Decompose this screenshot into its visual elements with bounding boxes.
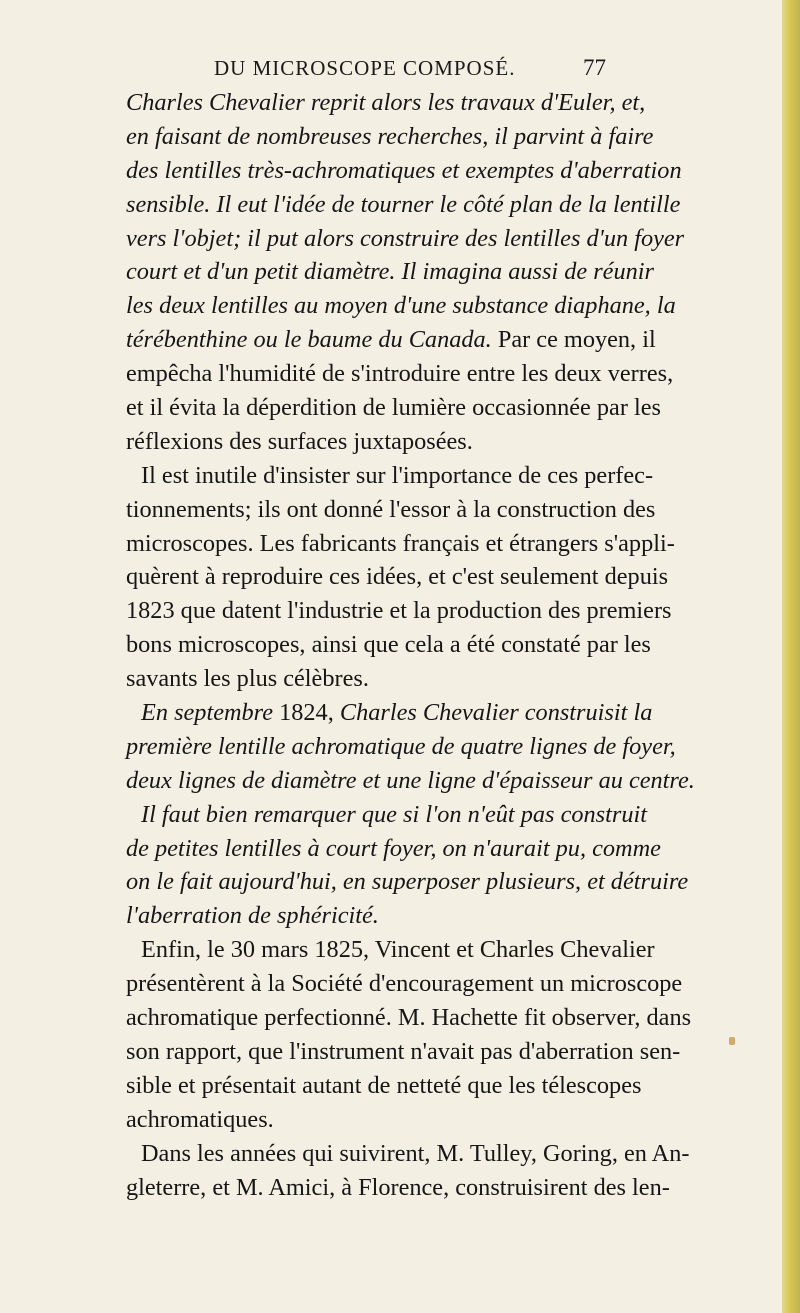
- text-line: première lentille achromatique de quatre lignes de foyer,: [126, 732, 676, 760]
- text-line: court et d'un petit diamètre. Il imagina aussi de réunir: [126, 258, 654, 286]
- text-line: on le fait aujourd'hui, en superposer plusieurs, et détruire: [126, 868, 689, 896]
- text-line: Dans les années qui suivirent, M. Tulley, Goring, en An-: [141, 1139, 690, 1167]
- text-line: 1823 que datent l'industrie et la production des premiers: [126, 597, 672, 625]
- running-title: DU MICROSCOPE COMPOSÉ.: [214, 56, 516, 80]
- text-line: Charles Chevalier reprit alors les travaux d'Euler, et,: [126, 89, 646, 116]
- roman-text-segment: 1824,: [279, 699, 334, 727]
- text-line: Il est inutile d'insister sur l'importance de ces perfec-: [141, 461, 654, 489]
- text-line: son rapport, que l'instrument n'avait pas d'aberration sen-: [126, 1037, 681, 1065]
- text-line: présentèrent à la Société d'encouragement un microscope: [126, 970, 683, 998]
- text-line: réflexions des surfaces juxtaposées.: [126, 427, 473, 455]
- text-line: vers l'objet; il put alors construire des lentilles d'un foyer: [126, 224, 685, 252]
- text-line: deux lignes de diamètre et une ligne d'épaisseur au centre.: [126, 766, 695, 794]
- italic-text-segment: Charles Chevalier construisit la: [339, 699, 653, 727]
- text-line: sensible. Il eut l'idée de tourner le côté plan de la lentille: [126, 190, 681, 218]
- text-line: gleterre, et M. Amici, à Florence, construisirent des len-: [126, 1173, 670, 1201]
- text-line: empêcha l'humidité de s'introduire entre les deux verres,: [126, 360, 674, 388]
- text-line: sible et présentait autant de netteté que les télescopes: [126, 1071, 642, 1099]
- body-text: [126, 86, 695, 1256]
- text-line: des lentilles très-achromatiques et exemptes d'aberration: [126, 156, 682, 184]
- text-line: achromatique perfectionné. M. Hachette fit observer, dans: [126, 1004, 692, 1032]
- text-line: Il faut bien remarquer que si l'on n'eût pas construit: [141, 800, 647, 828]
- italic-text-segment: térébenthine ou le baume du Canada.: [126, 326, 492, 354]
- text-line: savants les plus célèbres.: [126, 665, 369, 693]
- roman-text-segment: Par ce moyen, il: [497, 326, 656, 354]
- text-line: les deux lentilles au moyen d'une substance diaphane, la: [126, 292, 676, 320]
- text-line: quèrent à reproduire ces idées, et c'est seulement depuis: [126, 563, 669, 591]
- text-line: et il évita la déperdition de lumière occasionnée par les: [126, 394, 661, 422]
- text-line: achromatiques.: [126, 1105, 274, 1133]
- text-line: microscopes. Les fabricants français et étrangers s'appli-: [126, 529, 675, 557]
- text-line: de petites lentilles à court foyer, on n'aurait pu, comme: [126, 834, 661, 862]
- text-line: [126, 696, 653, 730]
- paper-speck: [729, 1037, 735, 1045]
- page-edge-shadow: [782, 0, 800, 1313]
- text-line: en faisant de nombreuses recherches, il parvint à faire: [126, 122, 654, 150]
- text-line: bons microscopes, ainsi que cela a été constaté par les: [126, 631, 651, 659]
- page-number: 77: [583, 55, 606, 80]
- italic-text-segment: En septembre: [141, 699, 274, 727]
- text-line: Enfin, le 30 mars 1825, Vincent et Charles Chevalier: [141, 936, 655, 964]
- text-line: tionnements; ils ont donné l'essor à la construction des: [126, 495, 656, 523]
- text-line: [126, 323, 656, 357]
- text-line: l'aberration de sphéricité.: [126, 902, 379, 930]
- running-header: [0, 48, 782, 88]
